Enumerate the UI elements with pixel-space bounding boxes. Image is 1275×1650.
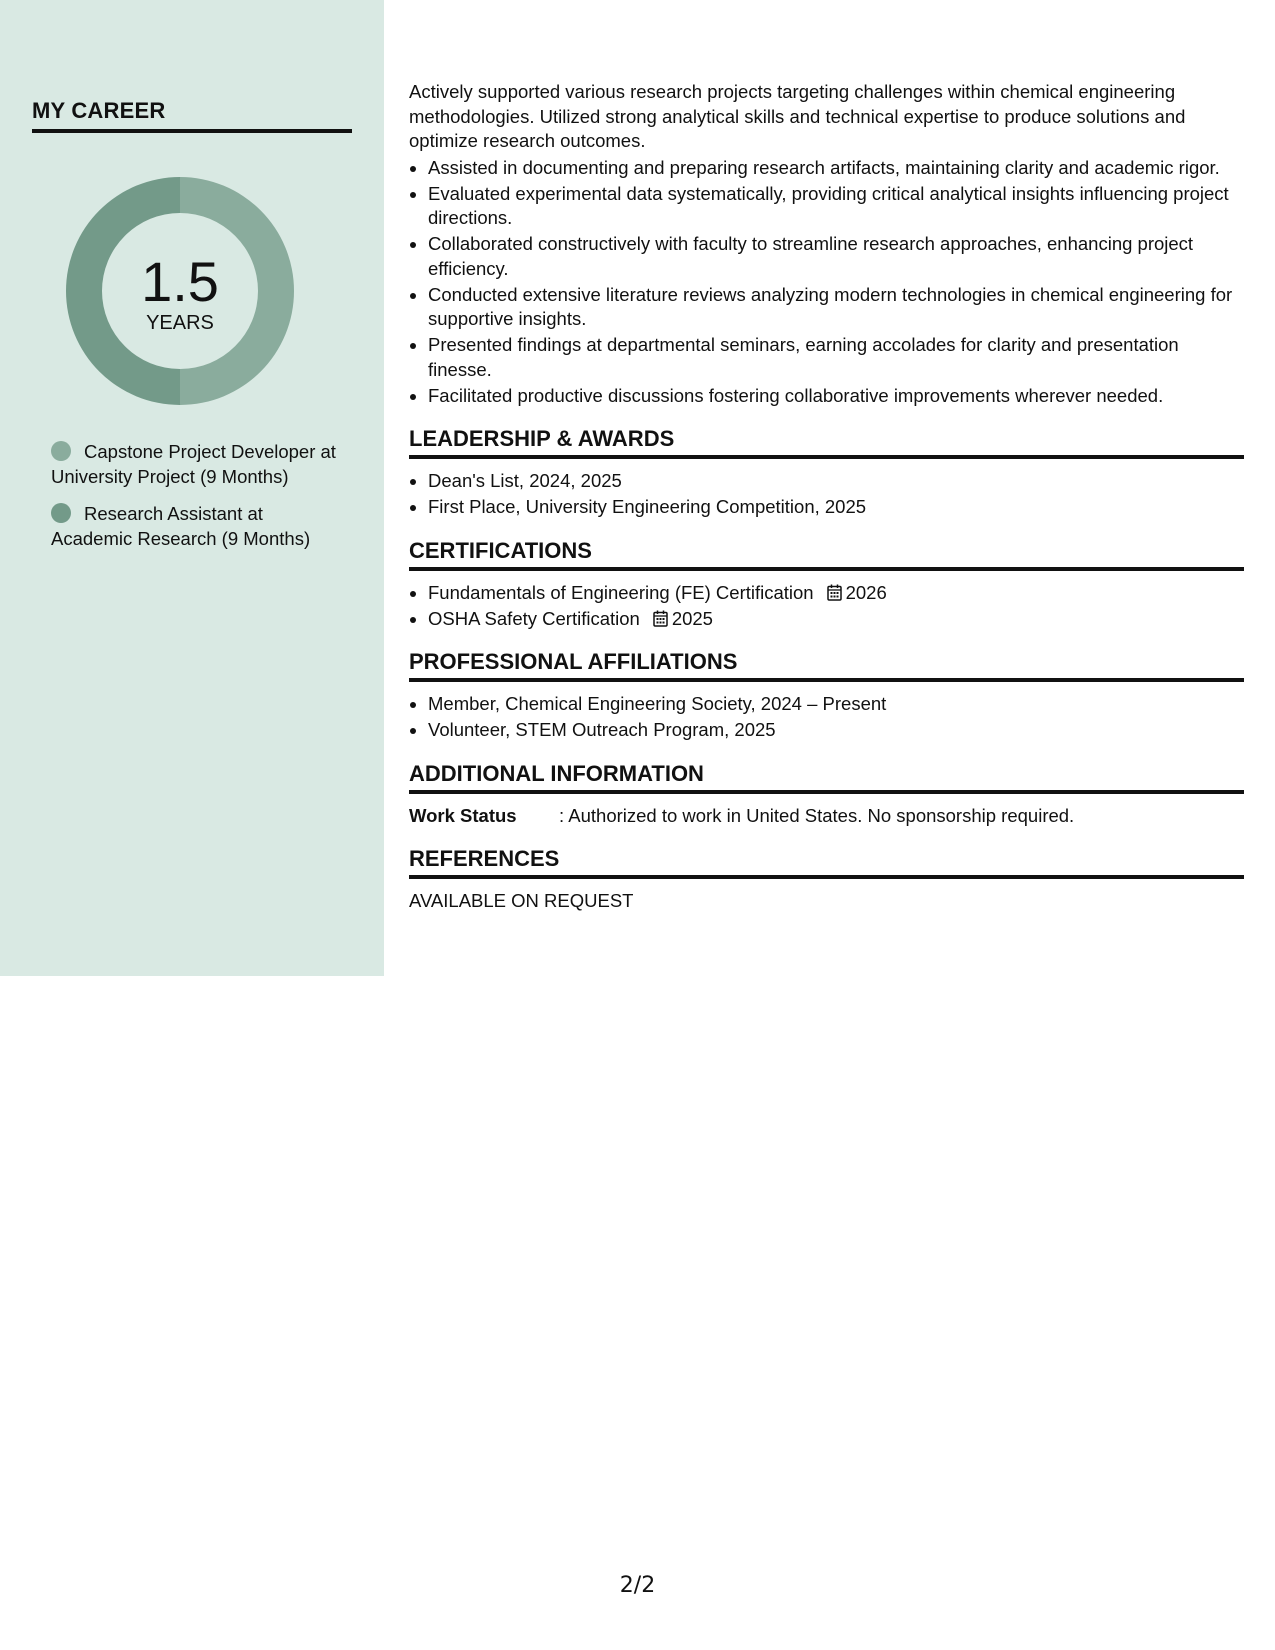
affiliations-list (409, 692, 1244, 743)
experience-bullet: Assisted in documenting and preparing research artifacts, maintaining clarity and academic rigor. (409, 156, 1244, 181)
calendar-icon (827, 584, 842, 601)
career-role-item (51, 439, 341, 489)
references-heading: REFERENCES (409, 846, 1244, 879)
certification-name: Fundamentals of Engineering (FE) Certification (428, 581, 814, 603)
career-role-label: Research Assistant at Academic Research (9 Months) (51, 503, 311, 549)
experience-bullet: Presented findings at departmental seminars, earning accolades for clarity and presentation finesse. (409, 333, 1244, 382)
leadership-list (409, 469, 1244, 520)
affiliations-heading: PROFESSIONAL AFFILIATIONS (409, 649, 1244, 682)
experience-bullet: Facilitated productive discussions fostering collaborative improvements wherever needed. (409, 384, 1244, 409)
career-heading: MY CAREER (32, 98, 166, 123)
affiliation-item: Volunteer, STEM Outreach Program, 2025 (409, 718, 1244, 743)
certification-item (409, 581, 1244, 606)
certification-item (409, 607, 1244, 632)
sidebar (0, 0, 384, 976)
career-role-list (51, 439, 341, 563)
legend-dot-icon (51, 441, 71, 461)
main-content (409, 80, 1244, 914)
references-text: AVAILABLE ON REQUEST (409, 890, 634, 911)
experience-summary: Actively supported various research projects targeting challenges within chemical engineering methodologies. Utilized strong analytical skills and technical expertise to produce solutions and optimize research outcomes. (409, 81, 1186, 151)
work-status-value: : Authorized to work in United States. No sponsorship required. (559, 804, 1075, 826)
calendar-icon (653, 610, 668, 627)
certification-name: OSHA Safety Certification (428, 607, 640, 629)
career-total-unit: YEARS (146, 312, 214, 334)
experience-bullet: Collaborated constructively with faculty to streamline research approaches, enhancing project efficiency. (409, 232, 1244, 281)
certification-year: 2026 (845, 581, 887, 603)
leadership-item: Dean's List, 2024, 2025 (409, 469, 1244, 494)
page-number: 2/2 (619, 1573, 656, 1598)
leadership-heading: LEADERSHIP & AWARDS (409, 426, 1244, 459)
work-status-label: Work Status (409, 804, 517, 826)
career-role-label: Capstone Project Developer at University Project (9 Months) (51, 441, 336, 487)
experience-bullet: Conducted extensive literature reviews analyzing modern technologies in chemical engineering for supportive insights. (409, 283, 1244, 332)
leadership-item: First Place, University Engineering Competition, 2025 (409, 495, 1244, 520)
certifications-list (409, 581, 1244, 632)
experience-bullet: Evaluated experimental data systematically, providing critical analytical insights influencing project directions. (409, 182, 1244, 231)
career-role-item (51, 501, 341, 551)
career-heading-rule (32, 129, 352, 133)
career-total-value: 1.5 (141, 250, 219, 313)
legend-dot-icon (51, 503, 71, 523)
certification-year: 2025 (671, 607, 713, 629)
work-status-row (409, 804, 1244, 829)
affiliation-item: Member, Chemical Engineering Society, 2024 – Present (409, 692, 1244, 717)
additional-info-heading: ADDITIONAL INFORMATION (409, 761, 1244, 794)
experience-bullets (409, 156, 1244, 409)
certifications-heading: CERTIFICATIONS (409, 538, 1244, 571)
